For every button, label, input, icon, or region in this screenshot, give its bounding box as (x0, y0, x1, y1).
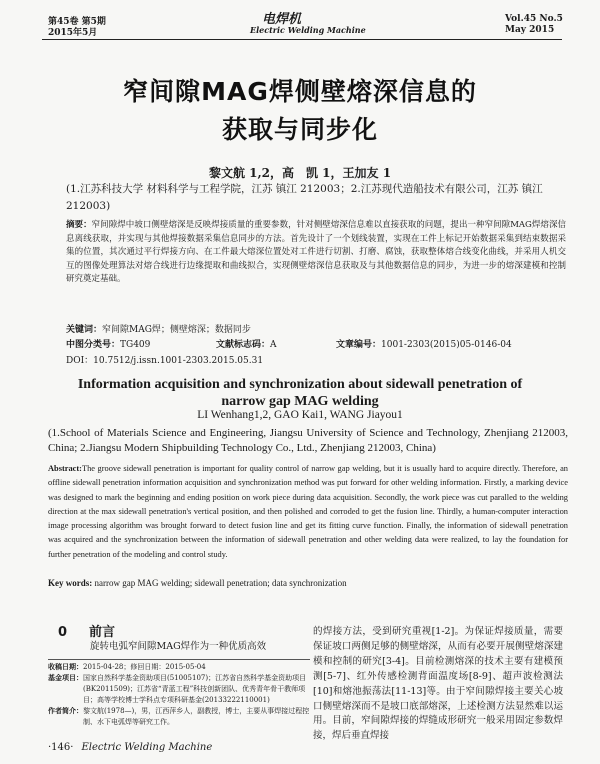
abstract-cn-label: 摘要： (66, 220, 92, 230)
abstract-en-text: The groove sidewall penetration is important for quality control of narrow gap welding, but it is usually hard to acquire directly. Therefore, an offline sidewall penetration information acquisition and synchronization method was put forward for other welding information. Firstly, a marking device was designed to mark the beginning and ending position on work piece during data acquisition. Secondly, the work piece was cut paralled to the welding direction at the max sidewall penetration's vertical position, and then polished and corroded to get the fusion line. Thirdly, a human-computer interaction image processing algorithm was brought forward to detect fusion line and get its fitting curve function. Finally, the information of sidewall penetration was acquired and the synchronization between the information of sidewall penetration and other welding data were realized, to lay the foundation for further penetration of the modeling and control study. (48, 464, 568, 559)
abstract-cn-text: 窄间隙焊中坡口侧壁熔深是反映焊接质量的重要参数，针对侧壁熔深信息难以直接获取的问题，提出一种窄间隙MAG焊熔深信息离线获取，并实现与其他焊接数据采集信息同步的方法。首先设计了一个划线装置，实现在工件上标记开始数据采集到结束数据采集的位置，其次通过平行焊接方向、在工件最大熔深位置处对工件进行切割、打磨、腐蚀，获取整体熔合线变化曲线，并采用人机交互的图像处理算法对熔合线进行边缘提取和曲线拟合，实现侧壁熔深信息获取及与其他数据信息的同步，为进一步的熔深建模和控制研究奠定基础。 (66, 220, 566, 285)
date-en: May 2015 (505, 25, 555, 35)
footnotes (48, 662, 310, 728)
page-number: ·146· (48, 742, 74, 753)
affiliation-en: (1.School of Materials Science and Engineering, Jiangsu University of Science and Technology, Zhenjiang 212003, China; 2.Jiangsu Modern Shipbuilding Technology Co., Ltd., Zhenjiang 212003, China) (48, 427, 568, 454)
title-cn-line-1: 窄间隙MAG焊侧壁熔深信息的 (123, 77, 477, 106)
note-fund (48, 673, 310, 706)
note-text: 黎文航(1978—)，男，江西萍乡人，副教授，博士，主要从事焊接过程控制、水下电弧焊等研究工作。 (83, 707, 310, 726)
section-number: 0 (58, 625, 68, 640)
note-text: 2015-04-28；修回日期：2015-05-04 (83, 663, 206, 671)
keywords-en-label: Key words: (48, 578, 93, 588)
abstract-cn (66, 219, 566, 287)
abstract-en (48, 462, 568, 562)
classification-cn (66, 337, 566, 350)
section-title: 前言 (89, 625, 116, 640)
section-heading (58, 621, 137, 640)
title-en-line-1: Information acquisition and synchronization about sidewall penetration of (77, 377, 523, 392)
doc-code-value: A (270, 340, 277, 350)
page-footer (48, 742, 212, 753)
journal-logo: 电焊机 (262, 12, 302, 27)
volume-en: Vol.45 No.5 (505, 14, 563, 24)
title-cn-line-2: 获取与同步化 (221, 115, 378, 144)
abstract-en-label: Abstract: (48, 464, 82, 473)
keywords-cn-text: 窄间隙MAG焊；侧壁熔深；数据同步 (102, 325, 251, 335)
note-author (48, 706, 310, 728)
header-rule (42, 39, 562, 40)
date-cn: 2015年5月 (48, 28, 98, 38)
clc-label: 中图分类号： (66, 340, 121, 350)
intro-right-text: 的焊接方法，受到研究重视[1-2]。为保证焊接质量，需要保证坡口两侧足够的侧壁熔深，从而有必要开展侧壁熔深建模和控制的研究[3-4]。目前检测熔深的技术主要有建模预测[5-7]、红外传感检测背面温度场[8-9]、超声波检测法[10]和熔池振荡法[11-13]等。由于窄间隙焊接主要关心坡口侧壁熔深而不是坡口底部熔深，上述检测方法显然难以运用。目前，窄间隙焊接的焊缝成形研究一般采用固定参数焊接，焊后垂直焊接 (313, 626, 563, 742)
title-en-line-2: narrow gap MAG welding (221, 394, 379, 409)
intro-left-text: 旋转电弧窄间隙MAG焊作为一种优质高效 (90, 641, 267, 652)
clc-value: TG409 (120, 340, 151, 350)
authors-cn: 黎文航 1,2，高 凯 1，王加友 1 (208, 166, 392, 180)
note-label: 基金项目： (48, 674, 83, 682)
keywords-en-text: narrow gap MAG welding; sidewall penetration; data synchronization (94, 578, 347, 588)
journal-name-en: Electric Welding Machine (250, 25, 366, 35)
note-text: 国家自然科学基金资助项目(51005107)；江苏省自然科学基金资助项目(BK2011509)；江苏省“青蓝工程”科技创新团队、优秀青年骨干教师项目；高等学校博士学科点专项科研基金(20133222110001) (83, 674, 307, 704)
footnote-rule (48, 659, 310, 660)
doi: DOI：10.7512/j.issn.1001-2303.2015.05.31 (66, 356, 264, 366)
affiliation-cn: (1.江苏科技大学 材料科学与工程学院，江苏 镇江 212003；2.江苏现代造船技术有限公司，江苏 镇江 212003) (66, 183, 543, 212)
volume-cn: 第45卷 第5期 (48, 17, 106, 27)
keywords-cn-label: 关键词： (66, 325, 103, 335)
keywords-en (48, 578, 568, 588)
doc-code-label: 文献标志码： (216, 340, 271, 350)
note-label: 作者简介： (48, 707, 83, 715)
note-label: 收稿日期： (48, 663, 83, 671)
article-id-label: 文章编号： (336, 340, 382, 350)
note-received (48, 662, 310, 673)
authors-en: LI Wenhang1,2, GAO Kai1, WANG Jiayou1 (197, 409, 403, 421)
keywords-cn (66, 322, 566, 335)
footer-journal: Electric Welding Machine (81, 742, 213, 753)
article-id-value: 1001-2303(2015)05-0146-04 (381, 340, 512, 350)
